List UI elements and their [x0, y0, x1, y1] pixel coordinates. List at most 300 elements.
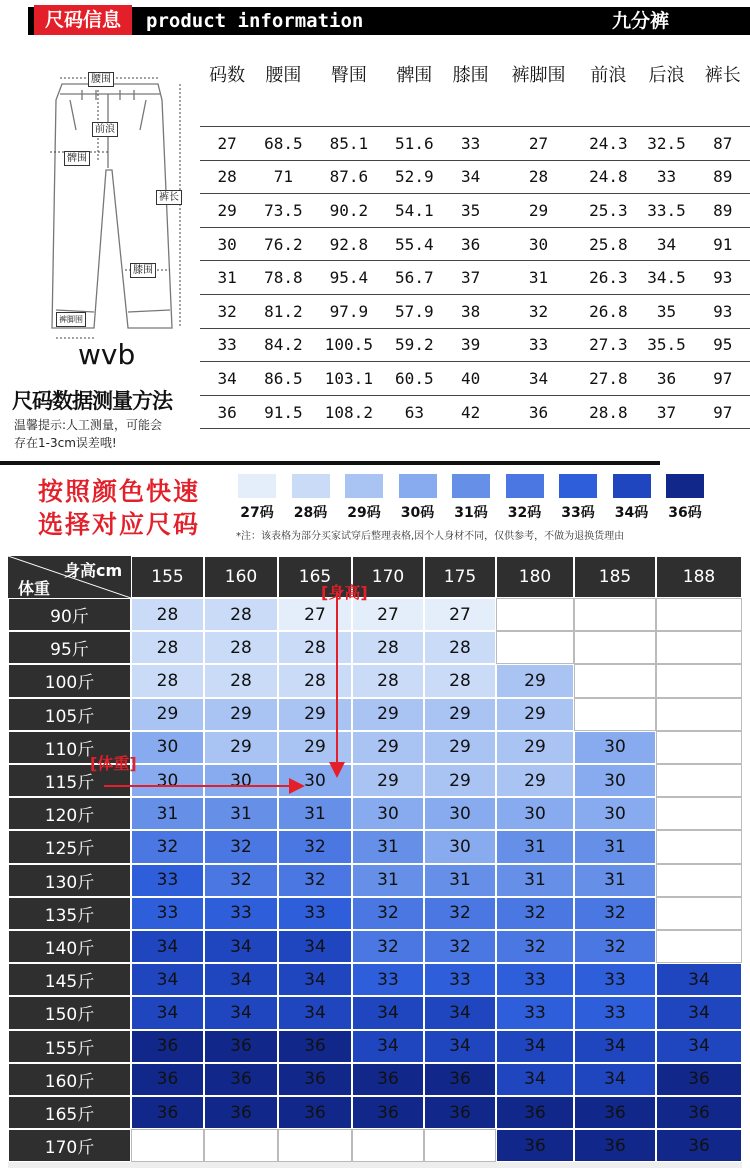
size-recommendation-cell: 31	[131, 797, 204, 830]
size-recommendation-cell: 29	[204, 698, 278, 731]
size-cell: 28.8	[579, 395, 637, 429]
size-recommendation-cell: 29	[204, 731, 278, 764]
size-recommendation-cell: 36	[656, 1096, 742, 1129]
legend-swatch	[559, 474, 597, 498]
size-recommendation-cell	[352, 1129, 424, 1162]
size-cell: 59.2	[385, 328, 443, 362]
height-col-header: 180	[496, 556, 574, 598]
size-recommendation-cell: 30	[574, 764, 656, 797]
size-recommendation-cell: 36	[496, 1096, 574, 1129]
size-cell: 29	[200, 194, 254, 228]
size-row	[200, 160, 750, 194]
size-recommendation-cell: 33	[131, 864, 204, 897]
legend-label: 28码	[293, 505, 328, 521]
size-recommendation-cell: 34	[424, 996, 496, 1029]
size-recommendation-cell: 36	[278, 1030, 352, 1063]
size-row	[200, 362, 750, 396]
weight-row-header: 125斤	[8, 830, 131, 863]
size-recommendation-cell	[656, 864, 742, 897]
size-cell: 92.8	[313, 227, 386, 261]
size-cell: 37	[637, 395, 695, 429]
size-row	[200, 127, 750, 161]
legend-swatch	[238, 474, 276, 498]
size-recommendation-cell: 28	[352, 631, 424, 664]
size-recommendation-cell: 34	[204, 930, 278, 963]
knee-label: 膝围	[130, 263, 156, 278]
size-recommendation-cell	[656, 830, 742, 863]
size-recommendation-cell: 30	[278, 764, 352, 797]
size-recommendation-cell: 29	[352, 764, 424, 797]
size-cell: 37	[443, 261, 497, 295]
size-recommendation-cell: 28	[131, 631, 204, 664]
size-recommendation-cell: 29	[496, 764, 574, 797]
size-col-header: 裤脚围	[511, 65, 566, 86]
size-recommendation-cell: 32	[204, 864, 278, 897]
size-recommendation-cell: 32	[574, 930, 656, 963]
size-cell: 32	[200, 294, 254, 328]
weight-row-header: 100斤	[8, 664, 131, 697]
size-cell: 30	[200, 227, 254, 261]
size-recommendation-cell: 30	[574, 797, 656, 830]
size-recommendation-cell: 27	[424, 598, 496, 631]
size-recommendation-cell: 36	[204, 1096, 278, 1129]
measurement-method-title: 尺码数据测量方法	[12, 389, 172, 413]
legend-swatch	[666, 474, 704, 498]
size-cell: 33.5	[637, 194, 695, 228]
size-recommendation-cell: 31	[574, 830, 656, 863]
size-recommendation-cell: 29	[496, 698, 574, 731]
size-cell: 52.9	[385, 160, 443, 194]
size-recommendation-cell: 29	[352, 731, 424, 764]
size-recommendation-cell: 36	[656, 1063, 742, 1096]
height-col-header: 165	[278, 556, 352, 598]
weight-row-header: 110斤	[8, 731, 131, 764]
size-cell: 29	[498, 194, 580, 228]
size-recommendation-cell: 36	[574, 1129, 656, 1162]
weight-row-header: 90斤	[8, 598, 131, 631]
tip-line-1: 温馨提示:人工测量，可能会	[14, 418, 163, 432]
size-cell: 81.2	[254, 294, 312, 328]
size-row	[200, 294, 750, 328]
size-recommendation-cell: 33	[352, 963, 424, 996]
size-row	[200, 227, 750, 261]
size-cell: 108.2	[313, 395, 386, 429]
size-cell: 35	[637, 294, 695, 328]
size-cell: 33	[637, 160, 695, 194]
size-recommendation-cell: 28	[278, 664, 352, 697]
size-recommendation-cell: 29	[278, 731, 352, 764]
size-recommendation-cell: 31	[496, 830, 574, 863]
size-cell: 26.3	[579, 261, 637, 295]
height-col-header: 175	[424, 556, 496, 598]
size-recommendation-cell: 29	[424, 698, 496, 731]
size-recommendation-cell: 32	[204, 830, 278, 863]
size-recommendation-cell: 34	[424, 1030, 496, 1063]
size-cell: 28	[200, 160, 254, 194]
size-recommendation-cell: 28	[131, 598, 204, 631]
size-recommendation-cell: 34	[131, 996, 204, 1029]
weight-row-header: 140斤	[8, 930, 131, 963]
size-recommendation-cell: 34	[278, 930, 352, 963]
grid-corner	[8, 556, 131, 598]
header-title-en: product information	[146, 10, 364, 32]
legend-label: 27码	[240, 505, 274, 521]
size-recommendation-cell: 31	[424, 864, 496, 897]
legend-label: 30码	[400, 505, 435, 521]
weight-row-header: 160斤	[8, 1063, 131, 1096]
size-cell: 24.3	[579, 127, 637, 161]
size-recommendation-cell: 30	[131, 731, 204, 764]
size-recommendation-cell: 29	[496, 731, 574, 764]
size-cell: 34	[637, 227, 695, 261]
corner-weight-label: 体重	[18, 579, 51, 598]
weight-row-header: 170斤	[8, 1129, 131, 1162]
brand-text: wvb	[78, 338, 136, 371]
size-recommendation-cell: 31	[352, 864, 424, 897]
header-bar	[0, 0, 750, 42]
corner-height-label: 身高cm	[64, 561, 123, 580]
size-recommendation-cell: 32	[278, 864, 352, 897]
size-recommendation-cell: 34	[496, 1063, 574, 1096]
size-cell: 31	[200, 261, 254, 295]
size-row	[200, 261, 750, 295]
size-recommendation-cell: 33	[574, 963, 656, 996]
size-recommendation-cell: 31	[278, 797, 352, 830]
size-cell: 97	[696, 362, 750, 396]
size-cell: 38	[443, 294, 497, 328]
size-recommendation-cell: 36	[131, 1030, 204, 1063]
size-recommendation-cell: 34	[352, 996, 424, 1029]
size-cell: 36	[443, 227, 497, 261]
legend-swatch	[292, 474, 330, 498]
thigh-label: 髀围	[64, 151, 90, 166]
size-recommendation-cell: 28	[204, 598, 278, 631]
size-cell: 26.8	[579, 294, 637, 328]
size-recommendation-cell: 27	[352, 598, 424, 631]
size-recommendation-cell: 30	[424, 830, 496, 863]
height-col-header: 170	[352, 556, 424, 598]
size-recommendation-cell: 27	[278, 598, 352, 631]
size-recommendation-cell: 36	[424, 1096, 496, 1129]
size-recommendation-cell	[574, 698, 656, 731]
size-cell: 34	[498, 362, 580, 396]
size-cell: 36	[637, 362, 695, 396]
size-cell: 33	[443, 127, 497, 161]
header-title-cn: 九分裤	[612, 10, 670, 32]
size-col-header: 裤长	[704, 65, 741, 86]
weight-row-header: 145斤	[8, 963, 131, 996]
size-row	[200, 194, 750, 228]
size-recommendation-cell: 28	[131, 664, 204, 697]
legend-label: 33码	[561, 505, 595, 521]
size-recommendation-cell: 36	[278, 1096, 352, 1129]
legend-title-line-1: 按照颜色快速	[38, 477, 201, 506]
size-recommendation-cell: 30	[131, 764, 204, 797]
size-recommendation-cell: 31	[204, 797, 278, 830]
legend-label: 36码	[668, 505, 702, 521]
size-recommendation-cell: 33	[204, 897, 278, 930]
size-recommendation-cell: 28	[424, 664, 496, 697]
weight-row-header: 105斤	[8, 698, 131, 731]
size-cell: 86.5	[254, 362, 312, 396]
size-cell: 27.3	[579, 328, 637, 362]
size-col-header: 髀围	[396, 65, 433, 86]
size-recommendation-cell: 34	[656, 963, 742, 996]
size-recommendation-cell: 33	[496, 963, 574, 996]
size-recommendation-cell: 28	[204, 664, 278, 697]
size-cell: 34	[443, 160, 497, 194]
weight-row-header: 115斤	[8, 764, 131, 797]
size-cell: 73.5	[254, 194, 312, 228]
size-recommendation-cell: 33	[424, 963, 496, 996]
height-weight-grid	[8, 556, 742, 1168]
legend-swatch	[345, 474, 383, 498]
size-cell: 33	[200, 328, 254, 362]
length-label: 裤长	[156, 190, 182, 205]
size-recommendation-cell: 32	[424, 930, 496, 963]
size-recommendation-cell: 36	[496, 1129, 574, 1162]
height-col-header: 185	[574, 556, 656, 598]
size-recommendation-cell	[656, 764, 742, 797]
size-recommendation-cell: 31	[352, 830, 424, 863]
size-cell: 93	[696, 261, 750, 295]
size-recommendation-cell: 36	[278, 1063, 352, 1096]
legend-note: *注：该表格为部分买家试穿后整理表格,因个人身材不同，仅供参考，不做为退换货理由	[236, 531, 625, 542]
size-recommendation-cell	[656, 598, 742, 631]
size-col-header: 前浪	[590, 65, 627, 86]
size-recommendation-cell: 34	[574, 1030, 656, 1063]
size-cell: 32.5	[637, 127, 695, 161]
size-recommendation-cell: 30	[574, 731, 656, 764]
size-recommendation-cell: 28	[424, 631, 496, 664]
legend-swatch	[452, 474, 490, 498]
size-cell: 42	[443, 395, 497, 429]
legend-swatch	[399, 474, 437, 498]
size-cell: 55.4	[385, 227, 443, 261]
size-recommendation-cell: 36	[656, 1129, 742, 1162]
legend-label: 32码	[507, 505, 542, 521]
size-cell: 54.1	[385, 194, 443, 228]
size-recommendation-cell	[131, 1129, 204, 1162]
waist-label: 腰围	[88, 72, 114, 87]
size-recommendation-cell: 28	[278, 631, 352, 664]
size-cell: 34.5	[637, 261, 695, 295]
size-cell: 40	[443, 362, 497, 396]
size-cell: 76.2	[254, 227, 312, 261]
size-cell: 32	[498, 294, 580, 328]
size-recommendation-cell: 34	[352, 1030, 424, 1063]
size-recommendation-cell: 29	[424, 764, 496, 797]
size-cell: 91	[696, 227, 750, 261]
size-recommendation-cell	[656, 631, 742, 664]
section-divider	[0, 461, 660, 465]
size-cell: 35.5	[637, 328, 695, 362]
size-cell: 33	[498, 328, 580, 362]
front-rise-label: 前浪	[92, 122, 118, 137]
weight-row-header: 150斤	[8, 996, 131, 1029]
size-cell: 31	[498, 261, 580, 295]
size-recommendation-cell	[656, 930, 742, 963]
size-col-header: 码数	[209, 65, 246, 86]
measurement-diagram	[0, 50, 200, 460]
size-recommendation-cell: 34	[131, 963, 204, 996]
size-info-tag: 尺码信息	[34, 5, 132, 35]
size-recommendation-cell: 31	[496, 864, 574, 897]
size-table-spacer	[200, 92, 750, 127]
size-recommendation-cell: 32	[424, 897, 496, 930]
size-cell: 34	[200, 362, 254, 396]
size-recommendation-cell	[574, 598, 656, 631]
height-col-header: 155	[131, 556, 204, 598]
size-recommendation-cell: 36	[352, 1063, 424, 1096]
size-recommendation-cell: 36	[131, 1063, 204, 1096]
legend-swatch	[506, 474, 544, 498]
size-cell: 27	[200, 127, 254, 161]
weight-row-header: 165斤	[8, 1096, 131, 1129]
size-cell: 78.8	[254, 261, 312, 295]
size-recommendation-cell	[656, 664, 742, 697]
size-recommendation-cell: 36	[424, 1063, 496, 1096]
size-recommendation-cell: 28	[352, 664, 424, 697]
height-col-header: 188	[656, 556, 742, 598]
size-cell: 27.8	[579, 362, 637, 396]
size-cell: 68.5	[254, 127, 312, 161]
size-recommendation-cell: 36	[204, 1063, 278, 1096]
size-recommendation-cell: 32	[352, 897, 424, 930]
size-row	[200, 395, 750, 429]
size-recommendation-cell: 34	[656, 996, 742, 1029]
size-recommendation-cell: 30	[424, 797, 496, 830]
size-cell: 35	[443, 194, 497, 228]
legend-title-line-2: 选择对应尺码	[38, 510, 201, 539]
size-recommendation-cell: 34	[204, 963, 278, 996]
tip-line-2: 存在1-3cm误差哦!	[14, 436, 117, 450]
hem-label: 裤脚围	[56, 312, 86, 327]
weight-row-header: 120斤	[8, 797, 131, 830]
size-recommendation-cell: 28	[204, 631, 278, 664]
size-cell: 103.1	[313, 362, 386, 396]
size-cell: 87.6	[313, 160, 386, 194]
size-cell: 57.9	[385, 294, 443, 328]
legend-label: 34码	[614, 505, 649, 521]
size-recommendation-cell: 30	[352, 797, 424, 830]
size-cell: 100.5	[313, 328, 386, 362]
size-recommendation-cell	[656, 897, 742, 930]
size-cell: 28	[498, 160, 580, 194]
legend-swatch	[613, 474, 651, 498]
size-recommendation-cell: 29	[278, 698, 352, 731]
size-recommendation-cell	[656, 797, 742, 830]
size-recommendation-cell: 32	[278, 830, 352, 863]
size-recommendation-cell: 34	[496, 1030, 574, 1063]
size-recommendation-cell	[278, 1129, 352, 1162]
size-cell: 95.4	[313, 261, 386, 295]
size-recommendation-cell	[574, 631, 656, 664]
size-recommendation-cell: 33	[278, 897, 352, 930]
weight-row-header: 135斤	[8, 897, 131, 930]
size-recommendation-cell: 34	[656, 1030, 742, 1063]
size-col-header: 膝围	[452, 65, 489, 86]
size-cell: 97	[696, 395, 750, 429]
size-recommendation-cell: 32	[496, 930, 574, 963]
weight-row-header: 130斤	[8, 864, 131, 897]
size-recommendation-cell: 36	[352, 1096, 424, 1129]
size-recommendation-cell: 34	[574, 1063, 656, 1096]
size-recommendation-cell: 33	[496, 996, 574, 1029]
size-cell: 51.6	[385, 127, 443, 161]
size-cell: 63	[385, 395, 443, 429]
size-recommendation-cell	[204, 1129, 278, 1162]
size-recommendation-cell	[656, 698, 742, 731]
size-row	[200, 328, 750, 362]
size-recommendation-cell: 32	[352, 930, 424, 963]
size-recommendation-cell: 34	[278, 996, 352, 1029]
weight-row-header: 95斤	[8, 631, 131, 664]
size-recommendation-cell: 34	[131, 930, 204, 963]
legend-label: 29码	[347, 505, 381, 521]
size-recommendation-cell: 33	[131, 897, 204, 930]
weight-row-header: 155斤	[8, 1030, 131, 1063]
size-recommendation-cell: 36	[204, 1030, 278, 1063]
size-cell: 85.1	[313, 127, 386, 161]
size-cell: 24.8	[579, 160, 637, 194]
size-table-header	[200, 56, 750, 92]
size-recommendation-cell: 29	[424, 731, 496, 764]
size-recommendation-cell: 31	[574, 864, 656, 897]
size-recommendation-cell	[574, 664, 656, 697]
size-recommendation-cell: 34	[204, 996, 278, 1029]
size-cell: 95	[696, 328, 750, 362]
size-recommendation-cell: 36	[574, 1096, 656, 1129]
size-recommendation-cell: 34	[278, 963, 352, 996]
size-cell: 56.7	[385, 261, 443, 295]
size-cell: 60.5	[385, 362, 443, 396]
height-col-header: 160	[204, 556, 278, 598]
size-recommendation-cell	[656, 731, 742, 764]
size-recommendation-cell: 29	[131, 698, 204, 731]
size-recommendation-cell	[424, 1129, 496, 1162]
size-cell: 93	[696, 294, 750, 328]
size-recommendation-cell: 32	[496, 897, 574, 930]
size-recommendation-cell	[496, 631, 574, 664]
size-cell: 91.5	[254, 395, 312, 429]
size-cell: 71	[254, 160, 312, 194]
weight-annotation: [体重]	[90, 753, 137, 773]
size-col-header: 腰围	[265, 65, 302, 86]
size-table	[200, 56, 750, 429]
size-cell: 89	[696, 194, 750, 228]
size-recommendation-cell	[496, 598, 574, 631]
size-cell: 90.2	[313, 194, 386, 228]
size-recommendation-cell: 32	[131, 830, 204, 863]
size-col-header: 后浪	[648, 65, 685, 86]
size-cell: 36	[200, 395, 254, 429]
size-cell: 87	[696, 127, 750, 161]
legend-label: 31码	[454, 505, 488, 521]
size-recommendation-cell: 29	[352, 698, 424, 731]
size-cell: 25.3	[579, 194, 637, 228]
size-recommendation-cell: 29	[496, 664, 574, 697]
size-recommendation-cell: 33	[574, 996, 656, 1029]
size-cell: 89	[696, 160, 750, 194]
size-cell: 39	[443, 328, 497, 362]
size-recommendation-cell: 30	[204, 764, 278, 797]
size-cell: 36	[498, 395, 580, 429]
size-cell: 27	[498, 127, 580, 161]
size-recommendation-cell: 36	[131, 1096, 204, 1129]
size-cell: 30	[498, 227, 580, 261]
size-cell: 97.9	[313, 294, 386, 328]
